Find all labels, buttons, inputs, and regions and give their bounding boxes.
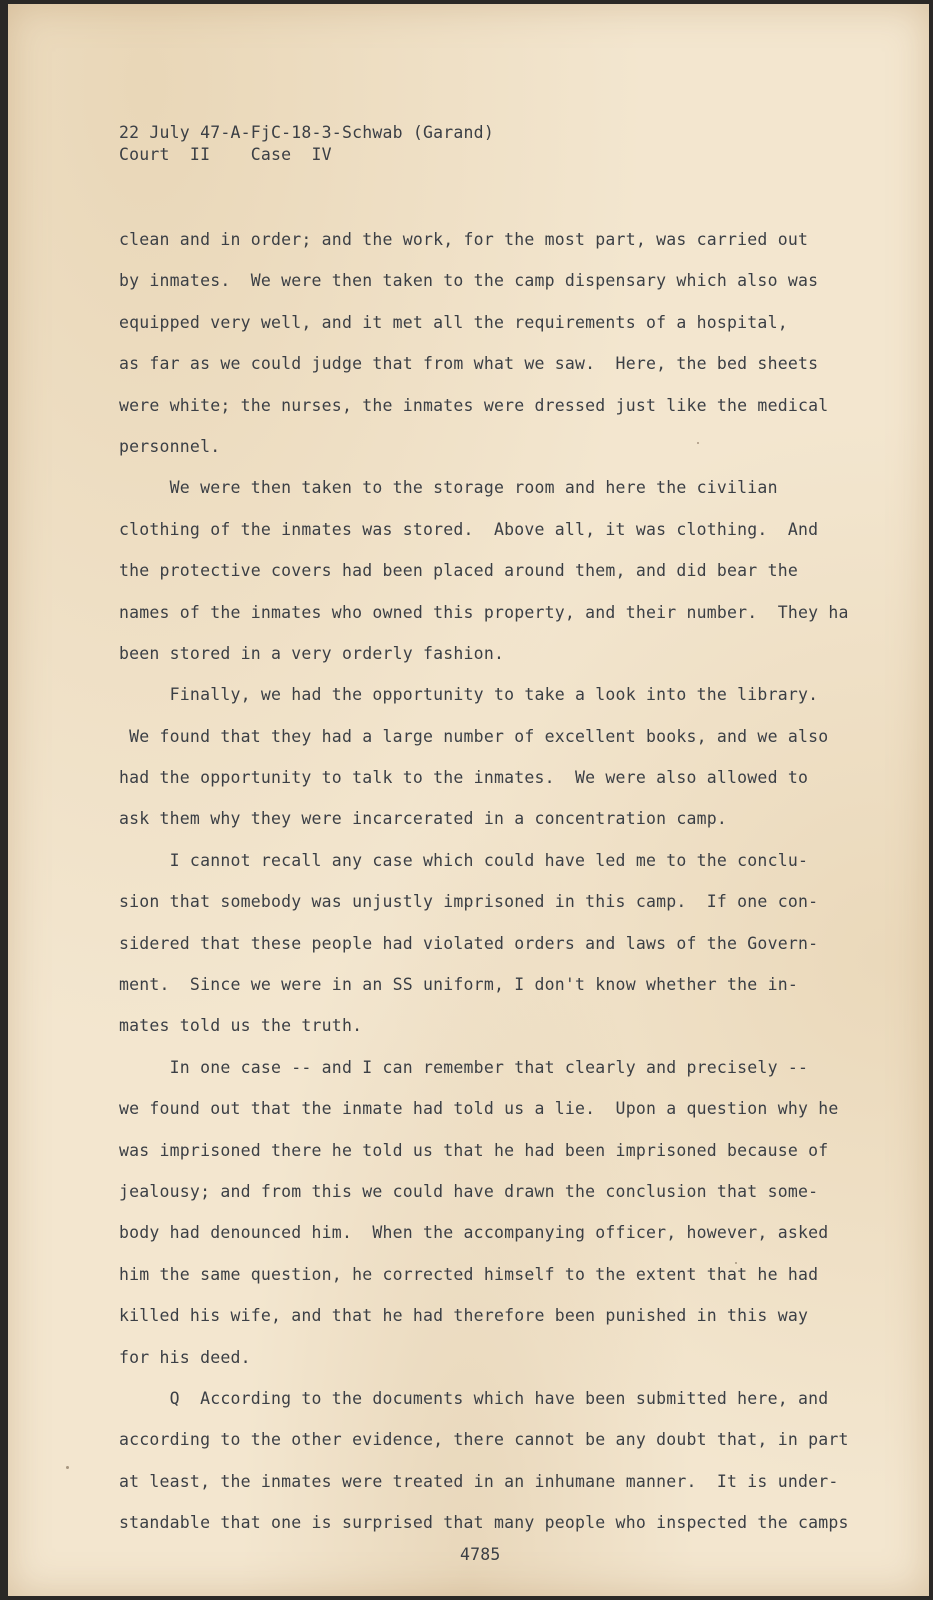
text-line: was imprisoned there he told us that he had been imprisoned because of — [119, 1140, 829, 1160]
text-line: him the same question, he corrected himself to the extent that he had — [119, 1264, 819, 1284]
text-line: We were then taken to the storage room and here the civilian — [119, 478, 778, 498]
text-line: equipped very well, and it met all the requirements of a hospital, — [119, 312, 788, 332]
text-line: In one case -- and I can remember that clearly and precisely -- — [119, 1057, 809, 1077]
text-line: at least, the inmates were treated in an inhumane manner. It is under- — [119, 1471, 839, 1491]
document-page — [8, 4, 929, 1596]
text-line: mates told us the truth. — [119, 1016, 363, 1036]
text-line: had the opportunity to talk to the inmates. We were also allowed to — [119, 768, 809, 788]
text-line: been stored in a very orderly fashion. — [119, 643, 505, 663]
text-line: the protective covers had been placed around them, and did bear the — [119, 561, 798, 581]
transcript-body — [119, 219, 929, 1544]
text-line: ask them why they were incarcerated in a concentration camp. — [119, 809, 728, 829]
text-line: by inmates. We were then taken to the camp dispensary which also was — [119, 271, 819, 291]
text-line: were white; the nurses, the inmates were dressed just like the medical — [119, 395, 829, 415]
text-line: we found out that the inmate had told us a lie. Upon a question why he — [119, 1099, 839, 1119]
text-line: killed his wife, and that he had therefore been punished in this way — [119, 1306, 809, 1326]
text-line: Finally, we had the opportunity to take a look into the library. — [119, 685, 819, 705]
text-line: standable that one is surprised that many people who inspected the camps — [119, 1513, 849, 1533]
text-line: for his deed. — [119, 1347, 251, 1367]
text-line: clean and in order; and the work, for the most part, was carried out — [119, 230, 809, 249]
text-line: jealousy; and from this we could have drawn the conclusion that some- — [119, 1181, 819, 1201]
text-line: sion that somebody was unjustly imprisoned in this camp. If one con- — [119, 892, 819, 912]
paper-speck — [697, 442, 699, 444]
paper-speck — [735, 1262, 737, 1264]
text-line: personnel. — [119, 436, 221, 456]
text-line: sidered that these people had violated orders and laws of the Govern- — [119, 933, 819, 953]
text-line: names of the inmates who owned this property, and their number. They ha — [119, 602, 849, 622]
text-line: according to the other evidence, there cannot be any doubt that, in part — [119, 1430, 849, 1450]
text-line: clothing of the inmates was stored. Above all, it was clothing. And — [119, 519, 819, 539]
page-number: 4785 — [460, 1545, 501, 1564]
header-line-1: 22 July 47-A-FjC-18-3-Schwab (Garand) — [119, 123, 494, 142]
text-line: I cannot recall any case which could have led me to the conclu- — [119, 850, 809, 870]
header-line-2: Court II Case IV — [119, 145, 332, 164]
text-line: Q According to the documents which have been submitted here, and — [119, 1388, 829, 1408]
text-line: as far as we could judge that from what we saw. Here, the bed sheets — [119, 354, 819, 374]
text-line: body had denounced him. When the accompanying officer, however, asked — [119, 1223, 829, 1243]
paper-speck — [66, 1466, 69, 1469]
text-line: We found that they had a large number of excellent books, and we also — [119, 726, 829, 746]
text-line: ment. Since we were in an SS uniform, I don't know whether the in- — [119, 975, 798, 995]
